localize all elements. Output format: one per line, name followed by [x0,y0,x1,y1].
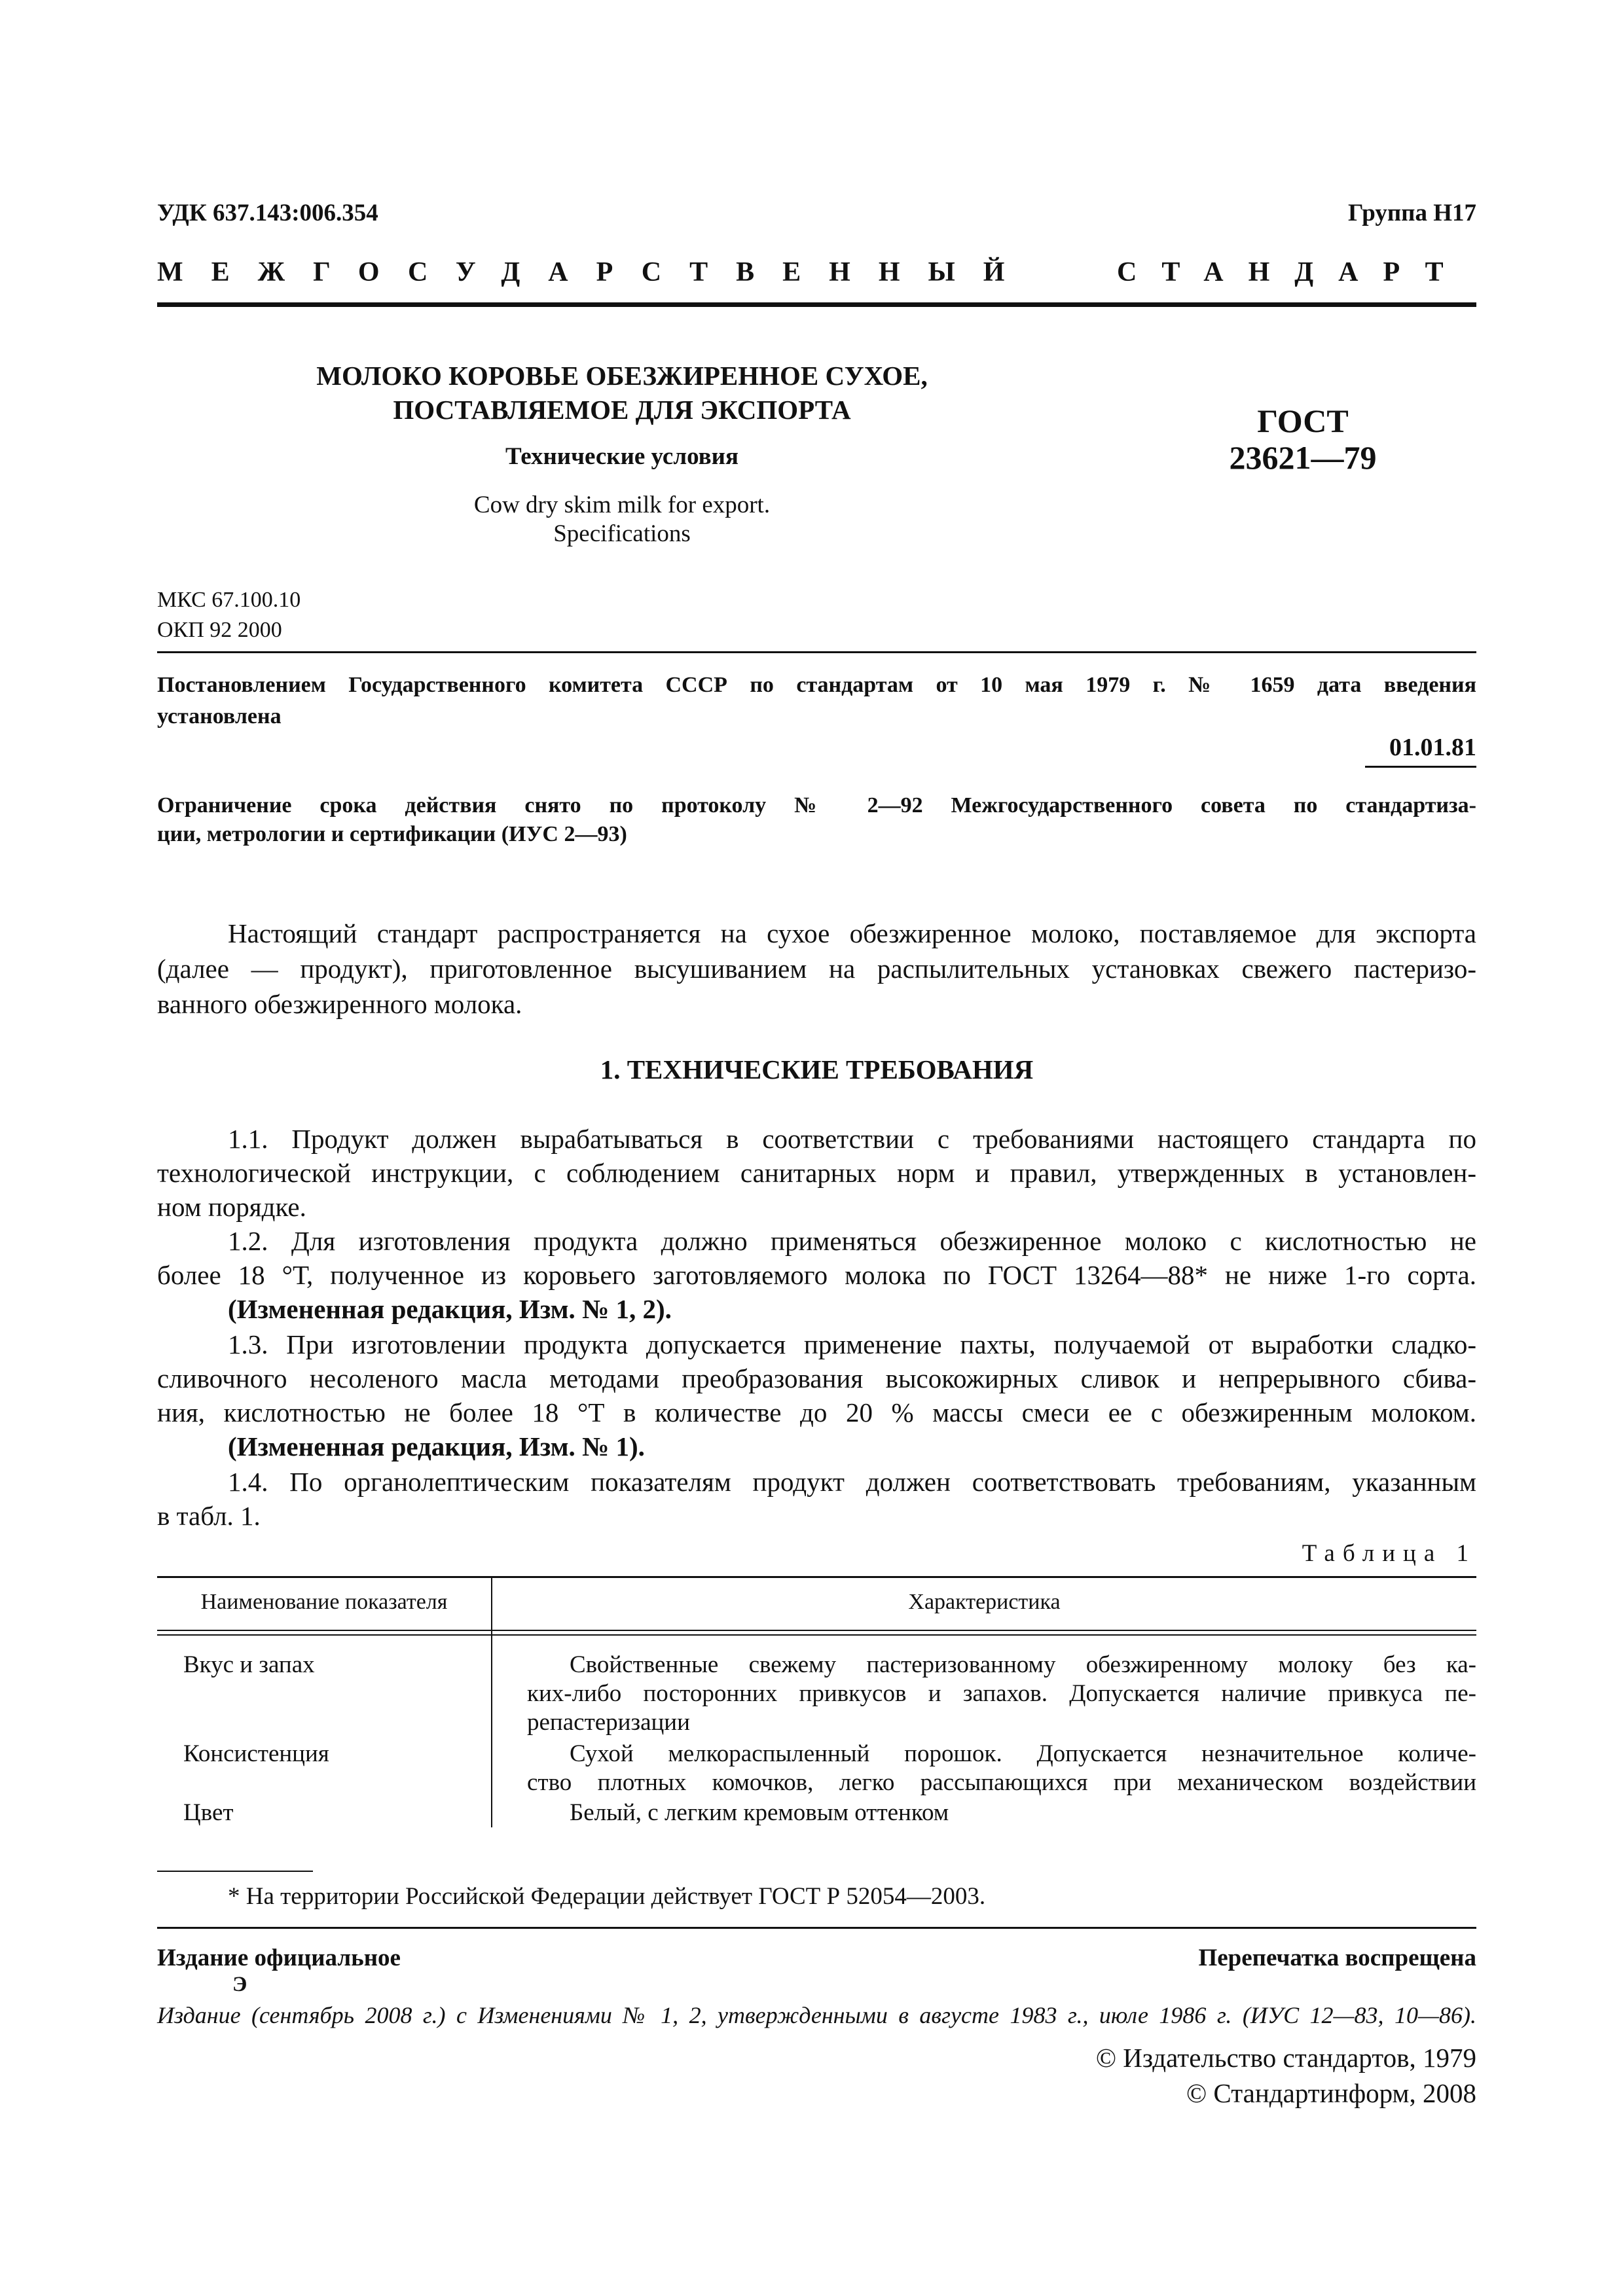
clause-1-2-line1: 1.2. Для изготовления продукта должно применяться обезжиренное молоко с кислотностью не [228,1226,1476,1256]
table-row-name: Консистенция [183,1740,329,1767]
footnote-rule [157,1871,313,1872]
clause-1-4-line2: в табл. 1. [157,1501,261,1531]
table-row-value-line: ких-либо посторонних привкусов и запахов. Допускается наличие привкуса пе- [527,1680,1476,1707]
document-subtitle: Технические условия [505,443,739,470]
table-row-name: Вкус и запах [183,1651,315,1678]
footnote: * На территории Российской Федерации действует ГОСТ Р 52054—2003. [228,1883,986,1910]
english-title-line2: Specifications [553,520,691,547]
table-row-value-line: Сухой мелкораспыленный порошок. Допускается незначительное количе- [570,1740,1476,1767]
clause-1-2-line2: более 18 °Т, полученное из коровьего заготовляемого молока по ГОСТ 13264—88* не ниже 1-го сорта. [157,1260,1476,1290]
udk-code: УДК 637.143:006.354 [157,200,378,226]
intro-line1: Настоящий стандарт распространяется на сухое обезжиренное молоко, поставляемое для экспорта [228,918,1476,948]
reprint-prohibited: Перепечатка воспрещена [1198,1945,1476,1971]
table-caption: Таблица 1 [1302,1540,1476,1567]
clause-1-2-amendment: (Измененная редакция, Изм. № 1, 2). [228,1294,672,1324]
table-row-value-line: Белый, с легким кремовым оттенком [570,1799,949,1826]
intro-line3: ванного обезжиренного молока. [157,989,522,1019]
clause-1-1-line3: ном порядке. [157,1192,306,1222]
decree-line1: Постановлением Государственного комитета СССР по стандартам от 10 мая 1979 г. № 1659 дата введения [157,673,1476,697]
table-row-name: Цвет [183,1799,234,1826]
clause-1-4-line1: 1.4. По органолептическим показателям продукт должен соответствовать требованиям, указанным [228,1467,1476,1497]
table-top-rule [157,1576,1476,1578]
edition-info: Издание (сентябрь 2008 г.) с Изменениями № 1, 2, утвержденными в августе 1983 г., июле 1986 г. (ИУС 12—83, 10—86). [157,2002,1476,2028]
clause-1-3-line2: сливочного несоленого масла методами преобразования высокожирных сливок и непрерывного сбива- [157,1363,1476,1393]
table-row-value-line: ство плотных комочков, легко рассыпающихся при механическом воздействии [527,1769,1476,1796]
table-header-characteristic: Характеристика [908,1590,1061,1614]
limitation-line2: ции, метрологии и сертификации (ИУС 2—93) [157,822,627,846]
footer-rule [157,1927,1476,1929]
standard-type-standard: СТАНДАРТ [1117,257,1468,287]
date-underline [1365,766,1476,768]
standard-type-interstate: МЕЖГОСУДАРСТВЕННЫЙ [157,257,1033,287]
table-header-indicator: Наименование показателя [200,1590,448,1614]
okp-code: ОКП 92 2000 [157,618,282,642]
gost-number: 23621—79 [1229,439,1377,476]
english-title-line1: Cow dry skim milk for export. [473,492,771,518]
clause-1-3-line1: 1.3. При изготовлении продукта допускается применение пахты, получаемой от выработки сладко- [228,1329,1476,1359]
copyright-2008: © Стандартинформ, 2008 [1186,2078,1476,2108]
mks-code: МКС 67.100.10 [157,588,301,612]
official-edition: Издание официальное [157,1945,401,1971]
clause-1-1-line2: технологической инструкции, с соблюдением санитарных норм и правил, утвержденных в установлен- [157,1158,1476,1188]
intro-line2: (далее — продукт), приготовленное высушиванием на распылительных установках свежего пастеризо- [157,954,1476,984]
clause-1-3-line3: ния, кислотностью не более 18 °Т в количестве до 20 % массы смеси ее с обезжиренным молоком. [157,1397,1476,1427]
decree-line2: установлена [157,704,282,728]
codes-rule [157,651,1476,653]
document-title-line1: МОЛОКО КОРОВЬЕ ОБЕЗЖИРЕННОЕ СУХОЕ, [316,361,928,391]
table-row-value-line: репастеризации [527,1709,690,1736]
copyright-1979: © Издательство стандартов, 1979 [1095,2043,1476,2073]
section-heading: 1. ТЕХНИЧЕСКИЕ ТРЕБОВАНИЯ [600,1054,1034,1085]
header-rule [157,302,1476,307]
group-code: Группа Н17 [1348,200,1476,226]
clause-1-3-amendment: (Измененная редакция, Изм. № 1). [228,1431,645,1462]
gost-label: ГОСТ [1257,403,1349,439]
table-row-value-line: Свойственные свежему пастеризованному обезжиренному молоку без ка- [570,1651,1476,1678]
document-title-line2: ПОСТАВЛЯЕМОЕ ДЛЯ ЭКСПОРТА [393,395,851,425]
table-header-rule-double [157,1634,1476,1636]
limitation-line1: Ограничение срока действия снято по протоколу № 2—92 Межгосударственного совета по стандартиза- [157,793,1476,817]
edition-letter: Э [232,1973,247,1996]
introduction-date: 01.01.81 [1389,734,1476,761]
clause-1-1-line1: 1.1. Продукт должен вырабатываться в соответствии с требованиями настоящего стандарта по [228,1124,1476,1154]
table-header-rule [157,1630,1476,1631]
